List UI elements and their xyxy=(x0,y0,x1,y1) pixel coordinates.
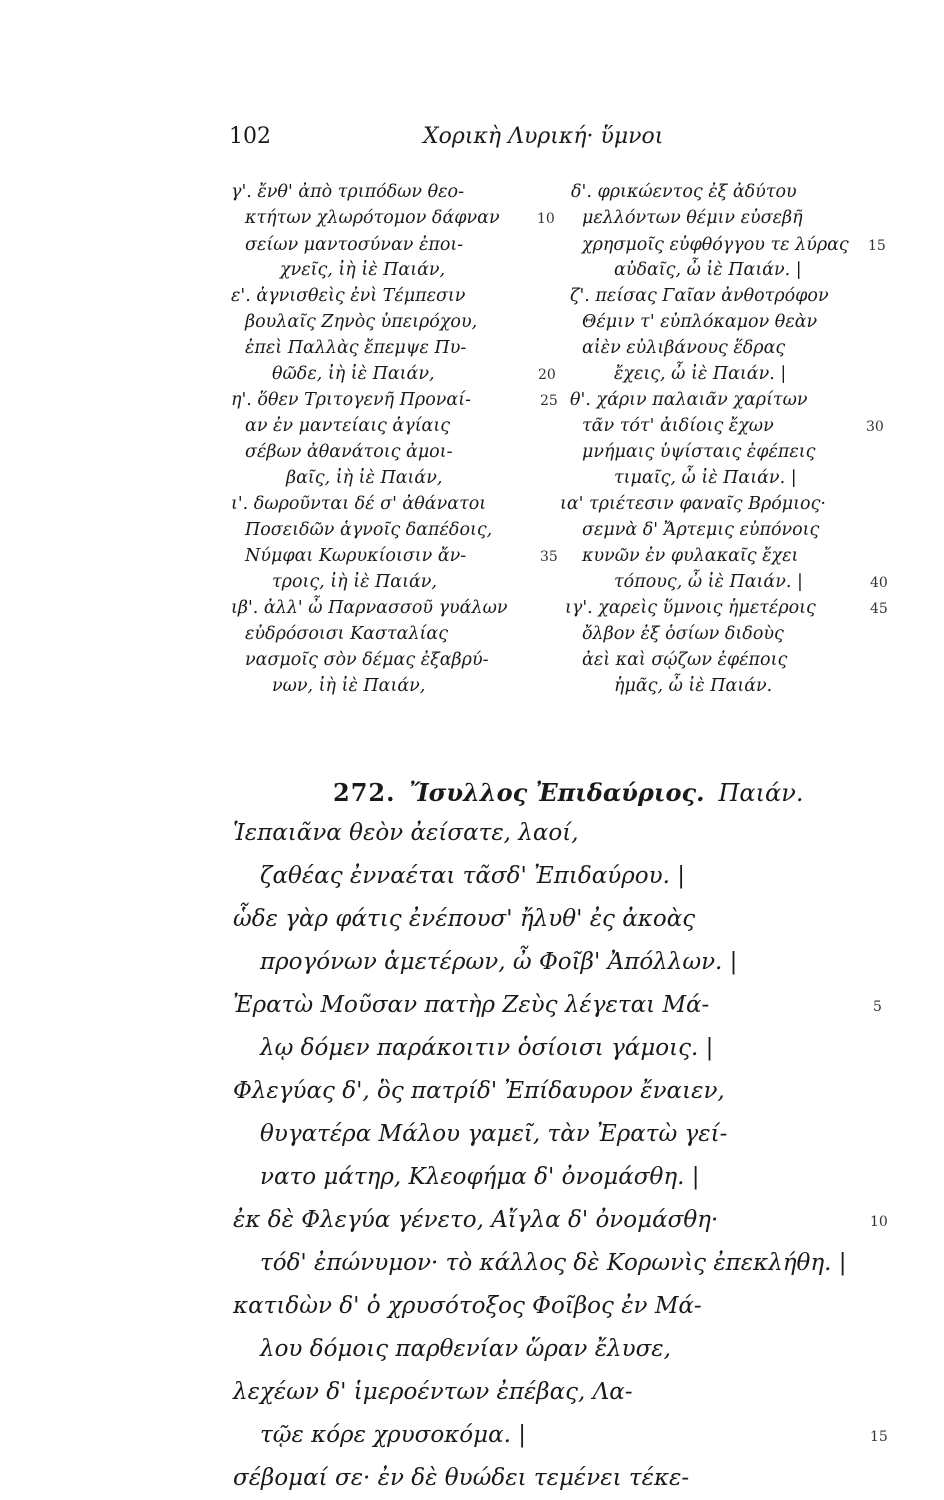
left-column-line: Ποσειδῶν ἁγνοῖς δαπέδοις, xyxy=(245,520,493,540)
line-number: 15 xyxy=(870,1429,888,1445)
right-column-line: ἀεὶ καὶ σῴζων ἐφέποις xyxy=(582,650,788,670)
poem-line: λου δόμοις παρθενίαν ὥραν ἔλυσε, xyxy=(260,1336,671,1362)
poem-line: τόδ' ἐπώνυμον· τὸ κάλλος δὲ Κορωνὶς ἐπεκλήθη. | xyxy=(260,1250,847,1276)
line-number: 15 xyxy=(868,238,886,254)
poem-line: ἐκ δὲ Φλεγύα γένετο, Αἴγλα δ' ὀνομάσθη· xyxy=(233,1207,719,1233)
right-column-line: αἰὲν εὐλιβάνους ἕδρας xyxy=(582,338,786,358)
line-number: 25 xyxy=(540,393,558,409)
line-number: 10 xyxy=(537,211,555,227)
right-column-line: αὐδαῖς, ὦ ἰὲ Παιάν. | xyxy=(614,260,802,280)
poem-line: κατιδὼν δ' ὁ χρυσότοξος Φοῖβος ἐν Μά- xyxy=(233,1293,702,1319)
left-column-line: σείων μαντοσύναν ἐποι- xyxy=(245,235,464,255)
right-column-line: μελλόντων θέμιν εὐσεβῆ xyxy=(582,208,803,228)
line-number: 30 xyxy=(866,419,884,435)
right-column-line: ἔχεις, ὦ ἰὲ Παιάν. | xyxy=(614,364,787,384)
left-column-line: ἐπεὶ Παλλὰς ἔπεμψε Πυ- xyxy=(245,338,467,358)
running-title: Χορικὴ Λυρική· ὕμνοι xyxy=(423,124,664,149)
left-column-line: σέβων ἀθανάτοις ἀμοι- xyxy=(245,442,453,462)
left-column-line: χνεῖς, ἰὴ ἰὲ Παιάν, xyxy=(280,260,446,280)
left-column-line: θῶδε, ἰὴ ἰὲ Παιάν, xyxy=(272,364,435,384)
poem-line: Ἐρατὼ Μοῦσαν πατὴρ Ζεὺς λέγεται Μά- xyxy=(233,992,710,1018)
poem-line: λεχέων δ' ἱμεροέντων ἐπέβας, Λα- xyxy=(233,1379,633,1405)
left-column-line: ι'. δωροῦνται δέ σ' ἀθάνατοι xyxy=(231,494,487,514)
line-number: 5 xyxy=(873,999,882,1015)
left-column-line: η'. ὅθεν Τριτογενῆ Προναί- xyxy=(231,390,471,410)
poem-line: θυγατέρα Μάλου γαμεῖ, τὰν Ἐρατὼ γεί- xyxy=(260,1121,728,1147)
right-column-line: θ'. χάριν παλαιᾶν χαρίτων xyxy=(570,390,808,410)
poem-author: Ἴσυλλος Ἐπιδαύριος. xyxy=(409,778,705,807)
left-column-line: Νύμφαι Κωρυκίοισιν ἄν- xyxy=(245,546,467,566)
right-column-line: σεμνὰ δ' Ἄρτεμις εὐπόνοις xyxy=(582,520,820,540)
poem-line: Φλεγύας δ', ὃς πατρίδ' Ἐπίδαυρον ἔναιεν, xyxy=(233,1078,725,1104)
right-column-line: ὄλβον ἐξ ὁσίων διδοὺς xyxy=(582,624,784,644)
left-column-line: βαῖς, ἰὴ ἰὲ Παιάν, xyxy=(286,468,443,488)
right-column-line: τόπους, ὦ ἰὲ Παιάν. | xyxy=(614,572,803,592)
poem-heading xyxy=(333,778,804,807)
poem-line: προγόνων ἁμετέρων, ὦ Φοῖβ' Ἀπόλλων. | xyxy=(260,949,738,975)
poem-number: 272. xyxy=(333,778,396,807)
left-column-line: γ'. ἔνθ' ἀπὸ τριπόδων θεο- xyxy=(231,182,465,202)
left-column-line: κτήτων χλωρότομον δάφναν xyxy=(245,208,500,228)
poem-line: ζαθέας ἐνναέται τᾶσδ' Ἐπιδαύρου. | xyxy=(260,863,685,889)
left-column-line: τροις, ἰὴ ἰὲ Παιάν, xyxy=(272,572,437,592)
left-column-line: εὐδρόσοισι Κασταλίας xyxy=(245,624,449,644)
poem-line: λῳ δόμεν παράκοιτιν ὁσίοισι γάμοις. | xyxy=(260,1035,714,1061)
poem-line: νατο μάτηρ, Κλεοφήμα δ' ὀνομάσθη. | xyxy=(260,1164,700,1190)
line-number: 35 xyxy=(540,549,558,565)
right-column-line: τιμαῖς, ὦ ἰὲ Παιάν. | xyxy=(614,468,797,488)
right-column-line: μνήμαις ὑψίσταις ἐφέπεις xyxy=(582,442,816,462)
line-number: 20 xyxy=(538,367,556,383)
poem-genre: Παιάν. xyxy=(718,779,804,807)
poem-line: ὧδε γὰρ φάτις ἐνέπουσ' ἤλυθ' ἐς ἀκοὰς xyxy=(233,906,696,932)
right-column-line: δ'. φρικώεντος ἐξ ἀδύτου xyxy=(571,182,797,202)
poem-line: τῷε κόρε χρυσοκόμα. | xyxy=(260,1422,527,1448)
right-column-line: Θέμιν τ' εὐπλόκαμον θεὰν xyxy=(582,312,818,332)
right-column-line: ιγ'. χαρεὶς ὕμνοις ἡμετέροις xyxy=(565,598,816,618)
left-column-line: αν ἐν μαντείαις ἁγίαις xyxy=(245,416,451,436)
poem-line: Ἱεπαιᾶνα θεὸν ἀείσατε, λαοί, xyxy=(233,820,579,846)
left-column-line: ιβ'. ἀλλ' ὦ Παρνασσοῦ γυάλων xyxy=(231,598,508,618)
right-column-line: ια' τριέτεσιν φαναῖς Βρόμιος· xyxy=(560,494,826,514)
left-column-line: νων, ἰὴ ἰὲ Παιάν, xyxy=(272,676,426,696)
right-column-line: ἡμᾶς, ὦ ἰὲ Παιάν. xyxy=(614,676,773,696)
right-column-line: χρησμοῖς εὐφθόγγου τε λύρας xyxy=(582,235,849,255)
right-column-line: τᾶν τότ' ἀιδίοις ἔχων xyxy=(582,416,774,436)
page-number: 102 xyxy=(229,124,271,149)
line-number: 40 xyxy=(870,575,888,591)
right-column-line: κυνῶν ἐν φυλακαῖς ἔχει xyxy=(582,546,799,566)
line-number: 10 xyxy=(870,1214,888,1230)
left-column-line: ε'. ἁγνισθεὶς ἐνὶ Τέμπεσιν xyxy=(231,286,466,306)
poem-line: σέβομαί σε· ἐν δὲ θυώδει τεμένει τέκε- xyxy=(233,1465,690,1491)
right-column-line: ζ'. πείσας Γαῖαν ἀνθοτρόφον xyxy=(570,286,829,306)
line-number: 45 xyxy=(870,601,888,617)
left-column-line: βουλαῖς Ζηνὸς ὑπειρόχου, xyxy=(245,312,478,332)
left-column-line: νασμοῖς σὸν δέμας ἐξαβρύ- xyxy=(245,650,489,670)
